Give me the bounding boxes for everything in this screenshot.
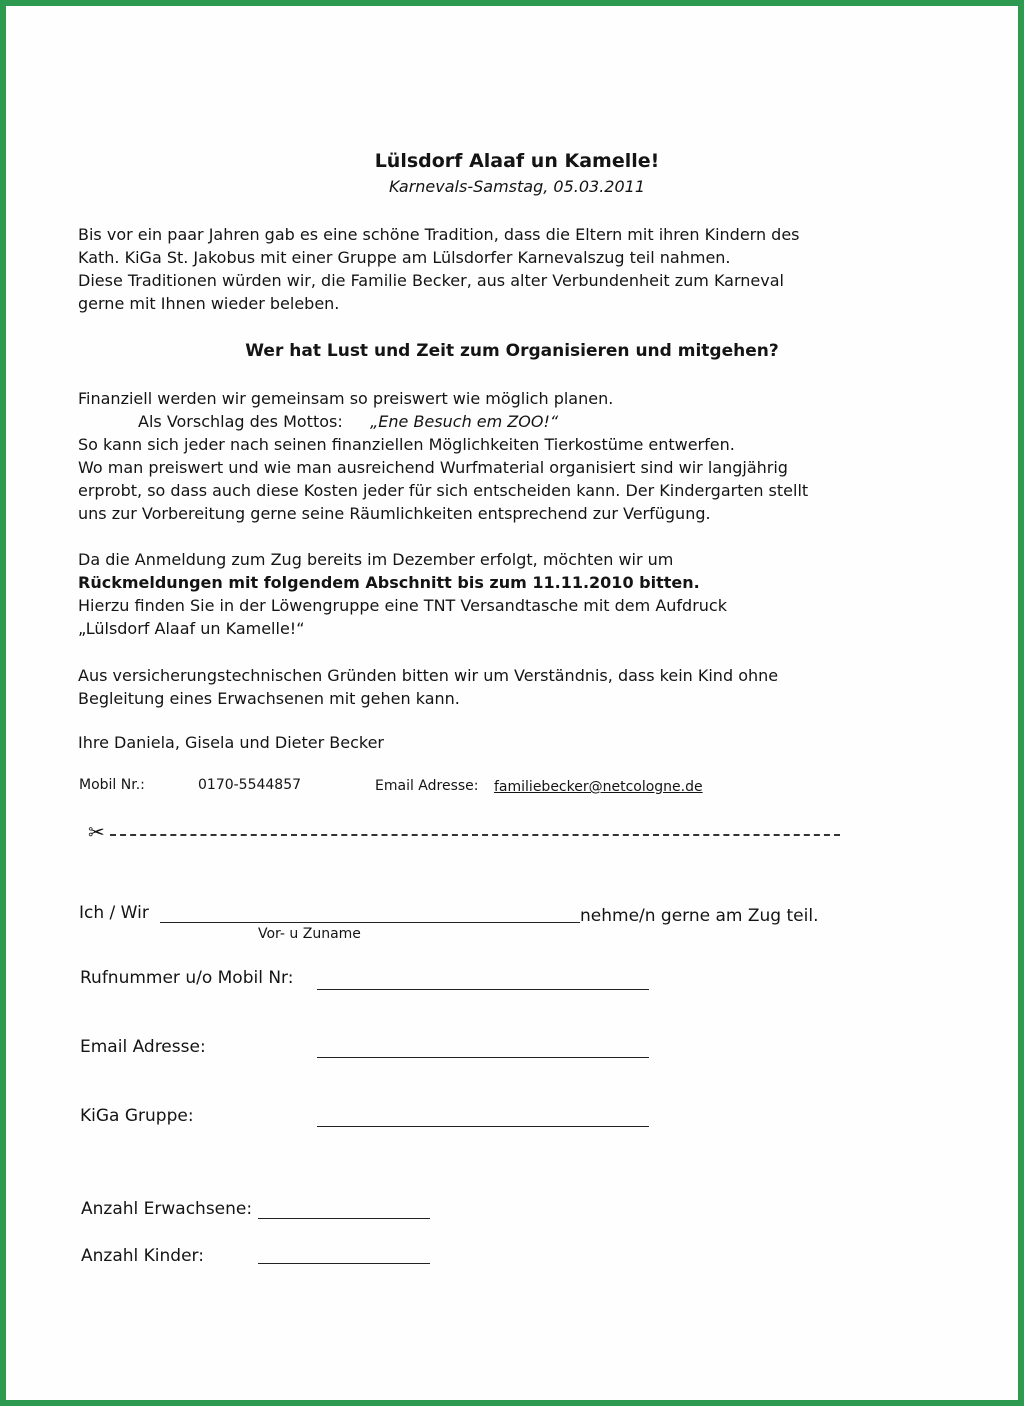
adults-label: Anzahl Erwachsene: <box>81 1199 253 1219</box>
phone-field-line[interactable] <box>317 989 649 990</box>
name-hint: Vor- u Zuname <box>258 926 361 942</box>
plan-line-5: uns zur Vorbereitung gerne seine Räumlichkeiten entsprechend zur Verfügung. <box>78 504 711 523</box>
registration-line-1: Da die Anmeldung zum Zug bereits im Dezember erfolgt, möchten wir um <box>78 550 674 569</box>
children-label: Anzahl Kinder: <box>81 1246 204 1266</box>
motto-text: „Ene Besuch em ZOO!“ <box>370 412 559 431</box>
children-field-line[interactable] <box>258 1263 430 1264</box>
intro-line-4: gerne mit Ihnen wieder beleben. <box>78 294 340 313</box>
email-label: Email Adresse: <box>375 778 479 794</box>
phone-label: Rufnummer u/o Mobil Nr: <box>80 968 294 988</box>
adults-field-line[interactable] <box>258 1218 430 1219</box>
scissors-icon: ✂ <box>88 820 105 844</box>
registration-deadline: Rückmeldungen mit folgendem Abschnitt bis zum 11.11.2010 bitten. <box>78 573 700 592</box>
letter-subtitle: Karnevals-Samstag, 05.03.2011 <box>388 177 645 196</box>
registration-line-3: Hierzu finden Sie in der Löwengruppe eine TNT Versandtasche mit dem Aufdruck <box>78 596 727 615</box>
plan-line-1: Finanziell werden wir gemeinsam so preiswert wie möglich planen. <box>78 389 614 408</box>
motto-label: Als Vorschlag des Mottos: <box>138 412 343 431</box>
group-field-line[interactable] <box>317 1126 649 1127</box>
group-label: KiGa Gruppe: <box>80 1106 194 1126</box>
insurance-line-1: Aus versicherungstechnischen Gründen bitten wir um Verständnis, dass kein Kind ohne <box>78 666 779 685</box>
intro-line-1: Bis vor ein paar Jahren gab es eine schöne Tradition, dass die Eltern mit ihren Kindern des <box>78 225 800 244</box>
form-email-label: Email Adresse: <box>80 1037 206 1057</box>
ich-wir-label: Ich / Wir <box>79 903 149 923</box>
cut-line <box>78 820 840 844</box>
name-field-line[interactable] <box>160 922 580 923</box>
participate-text: nehme/n gerne am Zug teil. <box>580 906 819 926</box>
dashed-divider <box>110 834 840 836</box>
intro-line-2: Kath. KiGa St. Jakobus mit einer Gruppe am Lülsdorfer Karnevalszug teil nahmen. <box>78 248 731 267</box>
email-link[interactable]: familiebecker@netcologne.de <box>494 779 703 795</box>
mobile-number: 0170-5544857 <box>198 777 302 793</box>
email-field-line[interactable] <box>317 1057 649 1058</box>
question-heading: Wer hat Lust und Zeit zum Organisieren und mitgehen? <box>245 341 779 361</box>
signature: Ihre Daniela, Gisela und Dieter Becker <box>78 733 384 752</box>
plan-line-3: Wo man preiswert und wie man ausreichend Wurfmaterial organisiert sind wir langjährig <box>78 458 788 477</box>
plan-line-2: So kann sich jeder nach seinen finanziellen Möglichkeiten Tierkostüme entwerfen. <box>78 435 735 454</box>
registration-line-4: „Lülsdorf Alaaf un Kamelle!“ <box>78 619 305 638</box>
plan-line-4: erprobt, so dass auch diese Kosten jeder für sich entscheiden kann. Der Kindergarten stellt <box>78 481 809 500</box>
insurance-line-2: Begleitung eines Erwachsenen mit gehen kann. <box>78 689 460 708</box>
mobile-label: Mobil Nr.: <box>79 777 145 793</box>
intro-line-3: Diese Traditionen würden wir, die Familie Becker, aus alter Verbundenheit zum Karneval <box>78 271 784 290</box>
letter-title: Lülsdorf Alaaf un Kamelle! <box>374 150 660 172</box>
